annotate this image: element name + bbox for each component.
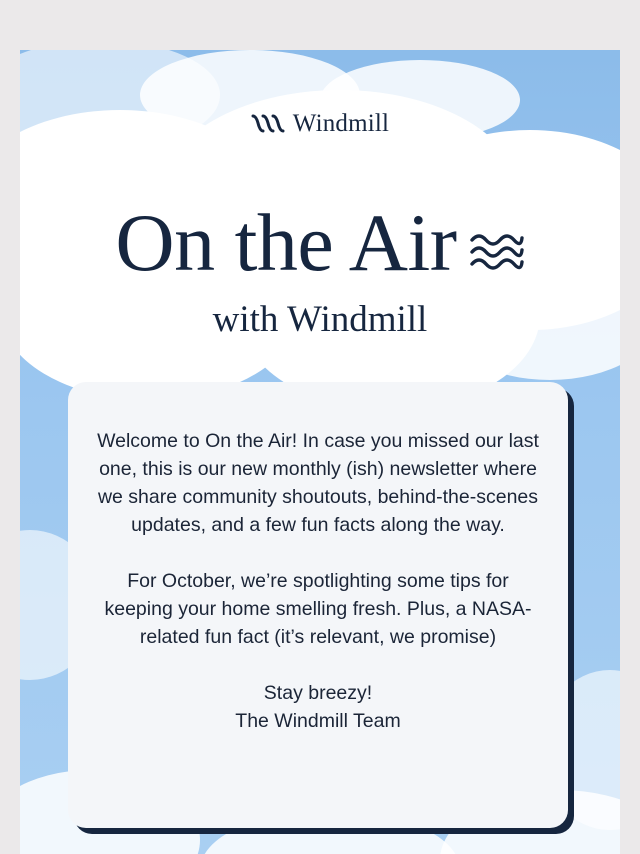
page-subtitle: with Windmill xyxy=(212,299,428,340)
page-title: On the Air xyxy=(115,197,457,288)
signoff-text: Stay breezy! xyxy=(263,682,373,704)
air-waves-icon xyxy=(469,230,525,274)
brand-logo[interactable] xyxy=(20,110,620,138)
signature-text: The Windmill Team xyxy=(235,710,401,732)
october-paragraph: For October, we’re spotlighting some tips for keeping your home smelling fresh. Plus, a NASA-related fun fact (it’s relevant, we promise) xyxy=(104,570,532,648)
hero-title-row xyxy=(20,197,620,288)
brand-name: Windmill xyxy=(292,110,390,137)
hero-sky-background xyxy=(20,50,620,854)
signoff-block xyxy=(96,679,540,735)
intro-paragraph: Welcome to On the Air! In case you missed our last one, this is our new monthly (ish) newsletter where we share community shoutouts, behind-the-scenes updates, and a few fun facts along the way. xyxy=(97,430,539,536)
windmill-waves-icon xyxy=(251,113,287,135)
intro-letter-card xyxy=(68,382,568,828)
